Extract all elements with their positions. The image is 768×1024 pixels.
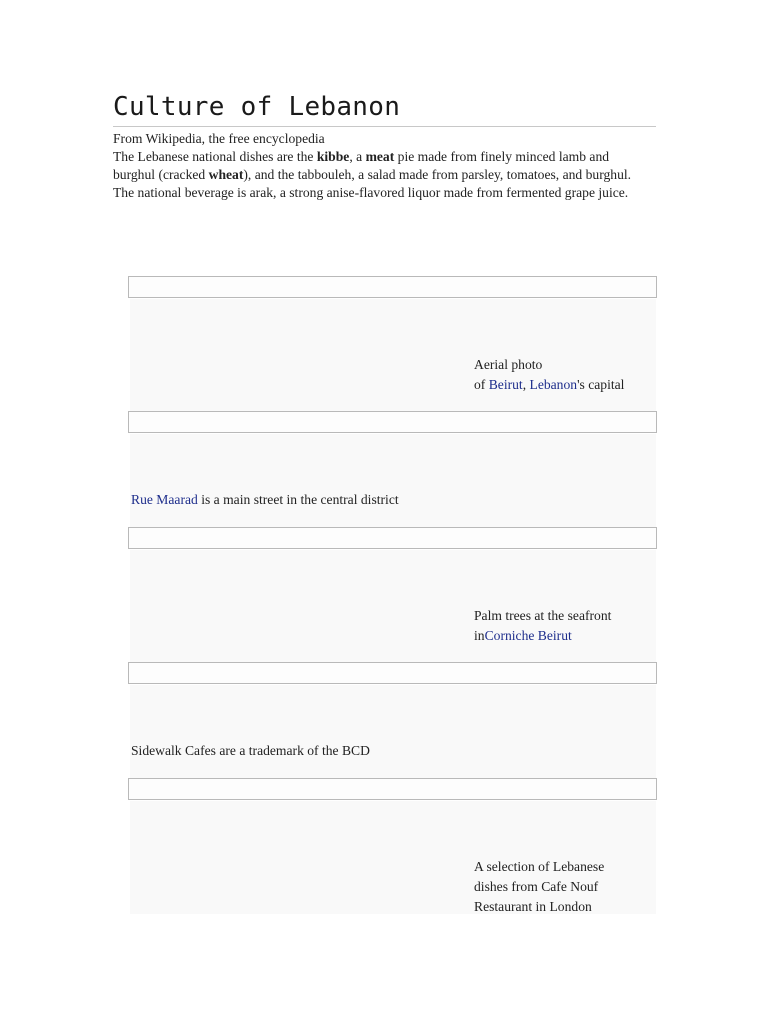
caption-3-line-2 (474, 626, 611, 646)
intro-bold-wheat: wheat (208, 167, 244, 182)
intro-section (113, 130, 653, 202)
intro-bold-kibbe: kibbe (316, 149, 350, 164)
intro-text-3: pie made from finely minced lamb and burghul (cracked (113, 149, 610, 182)
source-line: From Wikipedia, the free encyclopedia (113, 131, 325, 146)
figure-caption-5 (474, 857, 604, 917)
figure-header-bar-1 (128, 276, 657, 298)
figure-caption-1 (474, 355, 624, 395)
figure-panel-4 (130, 685, 656, 779)
link-lebanon[interactable]: Lebanon (529, 377, 578, 392)
link-corniche-beirut[interactable]: Corniche Beirut (484, 628, 572, 643)
figure-caption-4 (131, 741, 370, 761)
caption-5-line-2: dishes from Cafe Nouf (474, 879, 599, 894)
title-divider (113, 126, 656, 127)
caption-5-line-1: A selection of Lebanese (474, 859, 605, 874)
intro-text-1: The Lebanese national dishes are the (113, 149, 317, 164)
figure-caption-3 (474, 606, 611, 646)
caption-1-prefix: of (474, 377, 489, 392)
link-rue-maarad[interactable]: Rue Maarad (131, 492, 198, 507)
intro-bold-meat: meat (365, 149, 395, 164)
figure-header-bar-5 (128, 778, 657, 800)
caption-5-line-3: Restaurant in London (474, 899, 592, 914)
intro-text-4: ), and the tabbouleh, a salad made from parsley, tomatoes, and burghul. The national beverage is arak, a strong anise-flavored liquor made from fermented grape juice. (113, 167, 632, 200)
caption-1-line-1: Aerial photo (474, 357, 543, 372)
caption-1-separator: , (522, 377, 530, 392)
figure-caption-2 (131, 490, 399, 510)
caption-1-suffix: 's capital (577, 377, 625, 392)
page-title: Culture of Lebanon (113, 92, 401, 122)
figure-header-bar-2 (128, 411, 657, 433)
caption-3-prefix: in (474, 628, 485, 643)
figure-header-bar-4 (128, 662, 657, 684)
caption-3-line-1: Palm trees at the seafront (474, 608, 612, 623)
caption-1-line-2 (474, 375, 624, 395)
figure-panel-2 (130, 434, 656, 528)
caption-4-text: Sidewalk Cafes are a trademark of the BCD (131, 743, 370, 758)
intro-paragraph (113, 148, 653, 202)
caption-2-text: is a main street in the central district (197, 492, 399, 507)
figure-header-bar-3 (128, 527, 657, 549)
intro-text-2: , a (349, 149, 366, 164)
link-beirut[interactable]: Beirut (488, 377, 523, 392)
